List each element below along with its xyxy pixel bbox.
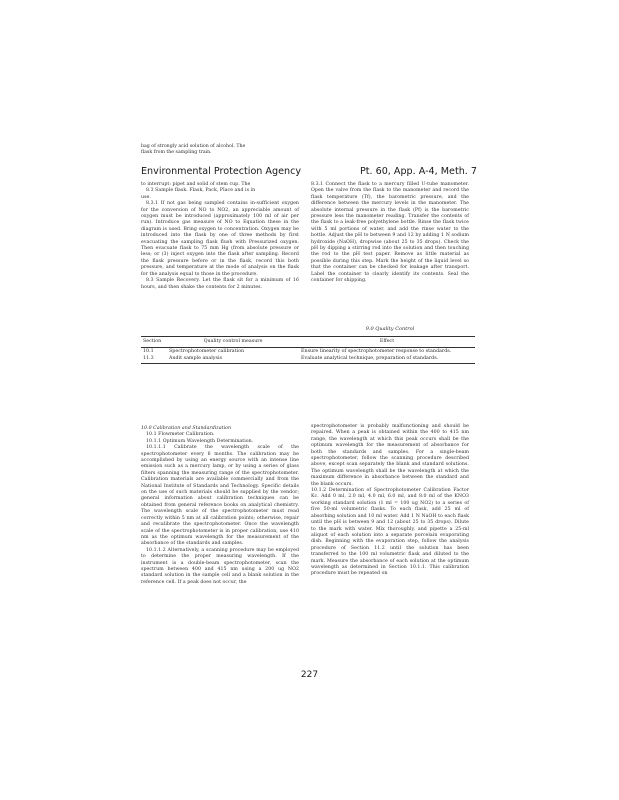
running-head-agency: Environmental Protection Agency xyxy=(141,166,302,177)
column-header-effect: Effect xyxy=(299,337,475,348)
table-row xyxy=(141,348,475,356)
paragraph: to interrupt: pipet and solid of stem cup. The xyxy=(141,182,251,187)
bottom-left-column xyxy=(141,424,299,586)
paragraph: 8.3 Sample Recovery. Let the flask sit for a minimum of 16 hours, and then shake the contents for 2 minutes. xyxy=(141,278,299,290)
paragraph: 8.3 Sample flask. Flask, Pack, Place and is in xyxy=(146,188,256,194)
bottom-right-column xyxy=(311,424,469,578)
top-left-column xyxy=(141,182,299,291)
paragraph: 10.0 Calibration and Standardization xyxy=(141,426,232,431)
paragraph: 10.1.2 Determination of Spectrophotometer Calibration Factor Kc. Add 0 ml, 2.0 ml, 4.0 ml, 6.0 ml, and 8.0 ml of the KNO3 working standard solution (1 ml = 100 ug NO2) to a series of five 50-ml volumetric flasks. To each flask, add 25 ml of absorbing solution and 10 ml water. Add 1 N NaOH to each flask until the pH is between 9 and 12 (about 25 to 35 drops). Dilute to the mark with water. Mix thoroughly, and pipette a 25-ml aliquot of each solution into a separate porcelain evaporating dish. Beginning with the evaporation step, follow the analysis procedure of Section 11.2 until the solution has been transferred to the 100 ml volumetric flask and diluted to the mark. Measure the absorbance of each solution at the optimum wavelength as determined in Section 10.1.1. This calibration procedure must be repeated on xyxy=(311,488,469,577)
paragraph: 8.3.1 If not gas being sampled contains in-sufficient oxygen for the conversion of NO to NO2, an appreciable amount of oxygen must be introduced (approximately 100 ml of air per run). Introduce gas measure of NO to Equation these in the diagram is used. Bring oxygen to concentration. Oxygen may be introduced into the flask by one of three methods by first evacuating the sampling flask flush with Pressurized oxygen. Then evacuate flask to 75 mm Hg (from absolute pressure or less; or (3) inject oxygen into the flask after sampling. Record the flask pressure before or in the flask, record this both pressure, and temperature at the mode of analysis on the flask for the analysis equal to those in the procedure. xyxy=(141,201,299,277)
previous-page-spill-text xyxy=(141,144,299,157)
table-title: 9.0 Quality Control xyxy=(365,326,415,332)
table-cell: Ensure linearity of spectrophotometer response to standards. xyxy=(301,349,452,354)
table-cell: Audit sample analysis xyxy=(167,355,299,364)
paragraph: spectrophotometer is probably malfunctioning and should be repaired. When a peak is obtained within the 400 to 415 nm range, the wavelength at which this peak occurs shall be the optimum wavelength for the measurement of absorbance for both the standards and samples. For a single-beam spectrophotometer, follow the scanning procedure described above, except scan separately the blank and standard solutions. The optimum wavelength shall be the wavelength at which the maximum difference in absorbance between the standard and the blank occurs. xyxy=(311,424,469,487)
spill-line: bag of strongly acid solution of alcohol. The xyxy=(141,144,246,149)
column-header-section: Section xyxy=(141,337,167,348)
paragraph: 10.1 Flowmeter Calibration. xyxy=(146,432,215,438)
table-header-row xyxy=(141,337,475,348)
table-cell: 10.1 xyxy=(143,349,154,354)
quality-control-table xyxy=(141,336,475,364)
page-number: 227 xyxy=(300,670,319,680)
running-head xyxy=(141,166,477,177)
top-right-column xyxy=(311,182,469,285)
spill-line: flask from the sampling train. xyxy=(141,150,212,156)
running-head-section: Pt. 60, App. A-4, Meth. 7 xyxy=(359,166,477,177)
column-header-measure: Quality control measure xyxy=(167,337,299,348)
paragraph: 10.1.1.2 Alternatively, a scanning procedure may be employed to determine the proper measuring wavelength. If the instrument is a double-beam spectrophotometer, scan the spectrum between 400 and 415 nm using a 200 ug NO2 standard solution in the sample cell and a blank solution in the reference cell. If a peak does not occur, the xyxy=(141,547,299,585)
table-row xyxy=(141,355,475,364)
paragraph: 8.3.1 Connect the flask to a mercury filled U-tube manometer. Open the valve from the flask to the manometer and record the flask temperature (Tf), the barometric pressure, and the difference between the mercury levels in the manometer. The absolute internal pressure in the flask (Pf) is the barometric pressure less the manometer reading. Transfer the contents of the flask to a leak-free polyethylene bottle. Rinse the flask twice with 5 ml portions of water, and add the rinse water to the bottle. Adjust the pH to between 9 and 12 by adding 1 N sodium hydroxide (NaOH), dropwise (about 25 to 35 drops). Check the pH by dipping a stirring rod into the solution and then touching the rod to the pH test paper. Remove as little material as possible during this step. Mark the height of the liquid level so that the container can be checked for leakage after transport. Label the container to clearly identify its contents. Seal the container for shipping. xyxy=(311,182,469,284)
paragraph: use. xyxy=(141,194,151,200)
table-cell: 11.3 xyxy=(141,355,167,364)
table-cell: Spectrophotometer calibration xyxy=(169,349,245,354)
paragraph: 10.1.1 Optimum Wavelength Determination. xyxy=(146,438,254,444)
paragraph: 10.1.1.1 Calibrate the wavelength scale of the spectrophotometer every 6 months. The calibration may be accomplished by using an energy source with an intense line emission such as a mercury lamp, or by using a series of glass filters spanning the measuring range of the spectrophotometer. Calibration materials are available commercially and from the National Institute of Standards and Technology. Specific details on the use of such materials should be supplied by the vendor; general information about calibration techniques can be obtained from general reference books on analytical chemistry. The wavelength scale of the spectrophotometer must read correctly within 5 nm at all calibration points; otherwise, repair and recalibrate the spectrophotometer. Once the wavelength scale of the spectrophotometer is in proper calibration, use 410 nm as the optimum wavelength for the measurement of the absorbance of the standards and samples. xyxy=(141,445,299,547)
table-cell: Evaluate analytical technique, preparation of standards. xyxy=(299,355,475,364)
